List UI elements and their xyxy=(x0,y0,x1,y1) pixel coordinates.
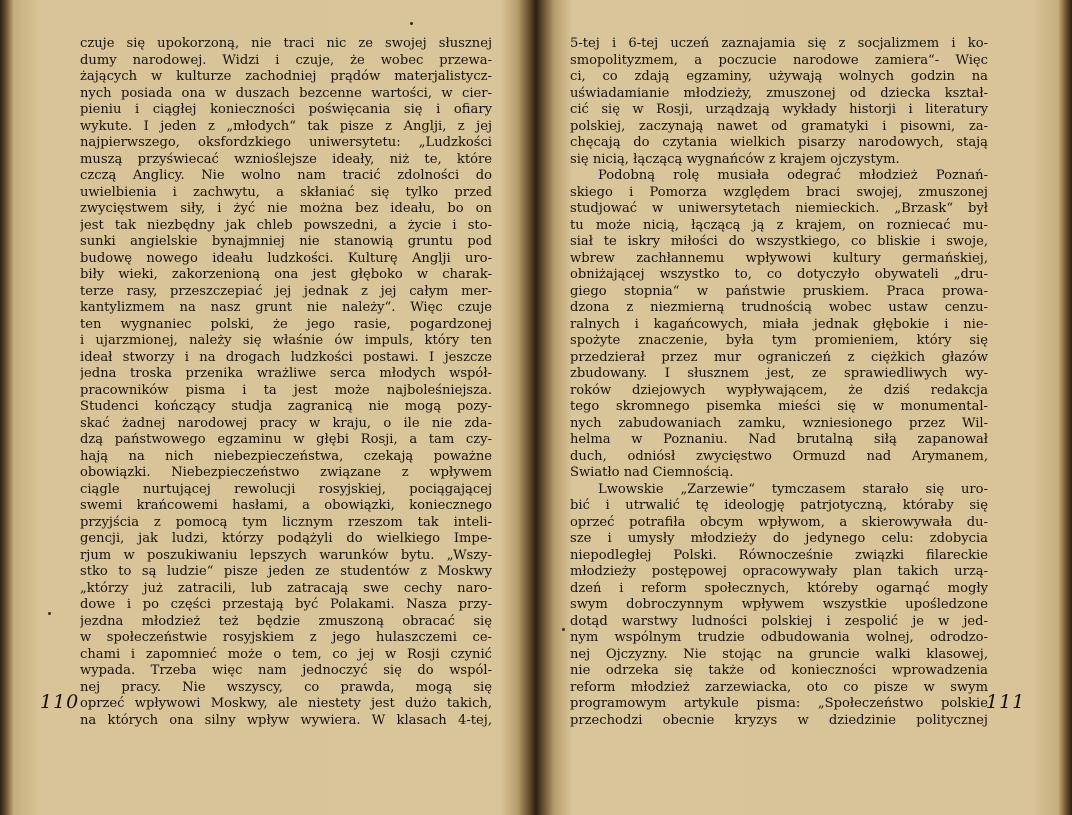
text-line: obowiązki. Niebezpieczeństwo związane z wpływem xyxy=(80,465,492,480)
text-line: siał te iskry miłości do wszystkiego, co bliskie i swoje, xyxy=(570,234,988,249)
right-page-text xyxy=(570,36,988,729)
text-line: bić i utrwalić tę ideologję patrjotyczną, któraby się xyxy=(570,498,988,513)
text-line: ralnych i kagańcowych, miała jednak głębokie i nie- xyxy=(570,316,988,332)
text-line: swemi krańcowemi hasłami, a obowiązki, koniecznego xyxy=(80,498,492,513)
text-line: zbudowany. I słusznem jest, ze sprawiedliwych wy- xyxy=(570,366,988,381)
paper-speck xyxy=(410,22,413,25)
text-line: Podobną rolę musiała odegrać młodzież Poznań- xyxy=(598,168,988,183)
left-page-text xyxy=(80,36,492,729)
text-line: nym wspólnym trudzie odbudowania wolnej, odrodzo- xyxy=(570,630,988,645)
text-line: dzona z niezmierną trudnością wobec ustaw cenzu- xyxy=(570,300,988,315)
text-line: programowym artykule pisma: „Społeczeństwo polskie xyxy=(570,696,988,711)
text-line: nie odrzeka się także od konieczności wprowadzenia xyxy=(570,663,988,678)
text-line: nych zabudowaniach zamku, wzniesionego przez Wil- xyxy=(570,415,988,431)
text-line: uwielbienia i zachwytu, a skłaniać się tylko przed xyxy=(80,184,492,200)
text-line: rjum w poszukiwaniu lepszych warunków bytu. „Wszy- xyxy=(80,547,492,563)
text-line: skiego i Pomorza względem braci swojej, zmuszonej xyxy=(570,184,988,200)
text-line: gencji, jak ludzi, którzy podążyli do wielkiego Impe- xyxy=(80,531,492,546)
text-line: budowę nowego ideału ludzkości. Kulturę Anglji uro- xyxy=(80,250,492,266)
text-line: 5-tej i 6-tej uczeń zaznajamia się z socjalizmem i ko- xyxy=(570,36,988,51)
text-line: tu może nicią, łączącą ją z krajem, on rozniecać mu- xyxy=(570,217,988,233)
text-line: na których ona silny wpływ wywiera. W klasach 4-tej, xyxy=(80,712,492,728)
text-line: się nicią, łączącą wygnańców z krajem ojczystym. xyxy=(570,151,900,167)
left-page-number: 110 xyxy=(40,691,80,713)
text-line: oprzeć potrafiła obcym wpływom, a skierowywała du- xyxy=(570,514,988,530)
text-line: ideał stworzy i na drogach ludzkości postawi. I jeszcze xyxy=(80,349,492,365)
text-line: przyjścia z pomocą tym licznym rzeszom tak inteli- xyxy=(80,514,492,530)
text-line: czczą Anglicy. Nie wolno nam tracić zdolności do xyxy=(80,168,492,183)
right-page-number: 111 xyxy=(986,691,1026,713)
paper-speck xyxy=(48,612,51,615)
text-line: ci, co zdają egzaminy, używają wolnych godzin na xyxy=(570,69,988,84)
text-line: w społeczeństwie rosyjskiem z jego hulaszczemi ce- xyxy=(80,630,492,645)
text-line: nych posiada ona w duszach bezcenne wartości, w cier- xyxy=(80,85,492,101)
text-line: wypada. Trzeba więc nam jednoczyć się do wspól- xyxy=(80,663,492,678)
text-line: smopolityzmem, a poczucie narodowe zamiera“- Więc xyxy=(570,52,988,68)
text-line: ciągle nurtującej rewolucji rosyjskiej, pociągającej xyxy=(80,481,492,497)
text-line: dotąd warstwy ludności polskiej i zespolić je w jed- xyxy=(570,613,988,629)
text-line: uświadamianie młodzieży, zmuszonej od dziecka kształ- xyxy=(570,85,988,101)
text-line: dzeń i reform społecznych, któreby ogarnąć mogły xyxy=(570,580,988,596)
text-line: wbrew zachłannemu wpływowi kultury germańskiej, xyxy=(570,250,988,266)
text-line: jezdna młodzież też będzie zmuszoną obracać się xyxy=(80,613,492,629)
text-line: chami i zapomnieć może o tem, co jej w Rosji czynić xyxy=(80,646,492,662)
text-line: terze rasy, przeszczepiać jej jednak z jej całym mer- xyxy=(80,283,492,299)
text-line: „którzy już zatracili, lub zatracają swe cechy naro- xyxy=(80,580,492,596)
text-line: swym dobroczynnym wpływem wszystkie upośledzone xyxy=(570,597,988,612)
text-line: sunki angielskie bynajmniej nie stanowią gruntu pod xyxy=(80,234,492,249)
text-line: jedna troska przenika wrażliwe serca młodych współ- xyxy=(80,366,492,381)
text-line: niepodległej Polski. Równocześnie związki filareckie xyxy=(570,547,988,563)
text-line: studjować w uniwersytetach niemieckich. „Brzask“ był xyxy=(570,201,988,216)
text-line: duch, odniósł zwycięstwo Ormuzd nad Arymanem, xyxy=(570,448,988,464)
text-line: muszą przyświecać wznioślejsze ideały, niż te, które xyxy=(80,151,492,167)
text-line: i ujarzmionej, należy się właśnie ów impuls, który ten xyxy=(80,333,492,348)
text-line: helma w Poznaniu. Nad brutalną siłą zapanował xyxy=(570,432,988,447)
text-line: pracowników pisma i ta jest może najboleśniejsza. xyxy=(80,382,492,398)
text-line: cić się w Rosji, urządzają wykłady historji i literatury xyxy=(570,102,988,117)
text-line: Lwowskie „Zarzewie“ tymczasem starało się uro- xyxy=(598,481,988,497)
text-line: Światło nad Ciemnością. xyxy=(570,465,734,480)
text-line: wykute. I jeden z „młodych“ tak pisze z Anglji, z jej xyxy=(80,118,492,134)
text-line: spożyte znaczenie, była tym promieniem, który się xyxy=(570,333,988,348)
text-line: przechodzi obecnie kryzys w dziedzinie politycznej xyxy=(570,712,988,728)
text-line: oprzeć wpływowi Moskwy, ale niestety jest dużo takich, xyxy=(80,696,492,711)
text-line: dowe i po części przestają być Polakami. Nasza przy- xyxy=(80,597,492,612)
text-line: młodzieży postępowej opracowywały plan takich urzą- xyxy=(570,564,988,579)
text-line: zwycięstwem siły, i żyć nie można bez ideału, bo on xyxy=(80,201,492,216)
text-line: roków dziejowych wypływającem, że dziś redakcja xyxy=(570,382,988,398)
text-line: stko to są ludzie“ pisze jeden ze studentów z Moskwy xyxy=(80,564,492,579)
text-line: nej Ojczyzny. Nie stojąc na gruncie walki klasowej, xyxy=(570,646,988,662)
text-line: giego stopnia“ w państwie pruskiem. Praca prowa- xyxy=(570,283,988,299)
text-line: ten wygnaniec polski, że jego rasie, pogardzonej xyxy=(80,316,492,332)
text-line: reform młodzież zarzewiacka, oto co pisze w swym xyxy=(570,679,988,695)
text-line: dzą państwowego egzaminu w głębi Rosji, a tam czy- xyxy=(80,432,492,447)
text-line: tego skromnego pisemka mieści się w monumental- xyxy=(570,399,988,414)
text-line: sze i umysły młodzieży do jedynego celu: zdobycia xyxy=(570,531,988,546)
text-line: obniżającej wszystko to, co dotyczyło obywateli „dru- xyxy=(570,267,988,282)
text-line: biły wieki, zakorzenioną ona jest głęboko w charak- xyxy=(80,267,492,282)
right-page xyxy=(544,0,1072,815)
text-line: hają na nich niebezpieczeństwa, czekają poważne xyxy=(80,448,492,464)
left-page xyxy=(0,0,528,815)
text-line: żających w kulturze zachodniej prądów materjalistycz- xyxy=(80,69,492,84)
paper-speck xyxy=(562,628,565,631)
text-line: nej pracy. Nie wszyscy, co prawda, mogą się xyxy=(80,679,492,695)
text-line: najpierwszego, oksfordzkiego uniwersytetu: „Ludzkości xyxy=(80,135,492,150)
text-line: dumy narodowej. Widzi i czuje, że wobec przewa- xyxy=(80,52,492,68)
text-line: przedzierał przez mur ograniczeń z ciężkich głazów xyxy=(570,349,988,365)
text-line: Studenci kończący studja zagranicą nie mogą pozy- xyxy=(80,399,492,414)
text-line: pieniu i ciągłej konieczności poświęcania się i ofiary xyxy=(80,102,492,117)
text-line: chęcają do czytania wielkich pisarzy narodowych, stają xyxy=(570,135,988,150)
text-line: kantylizmem na nasz grunt nie należy“. Więc czuje xyxy=(80,300,492,315)
text-line: skać żadnej narodowej pracy w kraju, o ile nie zda- xyxy=(80,415,492,431)
text-line: jest tak niezbędny jak chleb powszedni, a życie i sto- xyxy=(80,217,492,233)
text-line: polskiej, zaczynają nawet od gramatyki i pisowni, za- xyxy=(570,118,988,134)
text-line: czuje się upokorzoną, nie traci nic ze swojej słusznej xyxy=(80,36,492,51)
